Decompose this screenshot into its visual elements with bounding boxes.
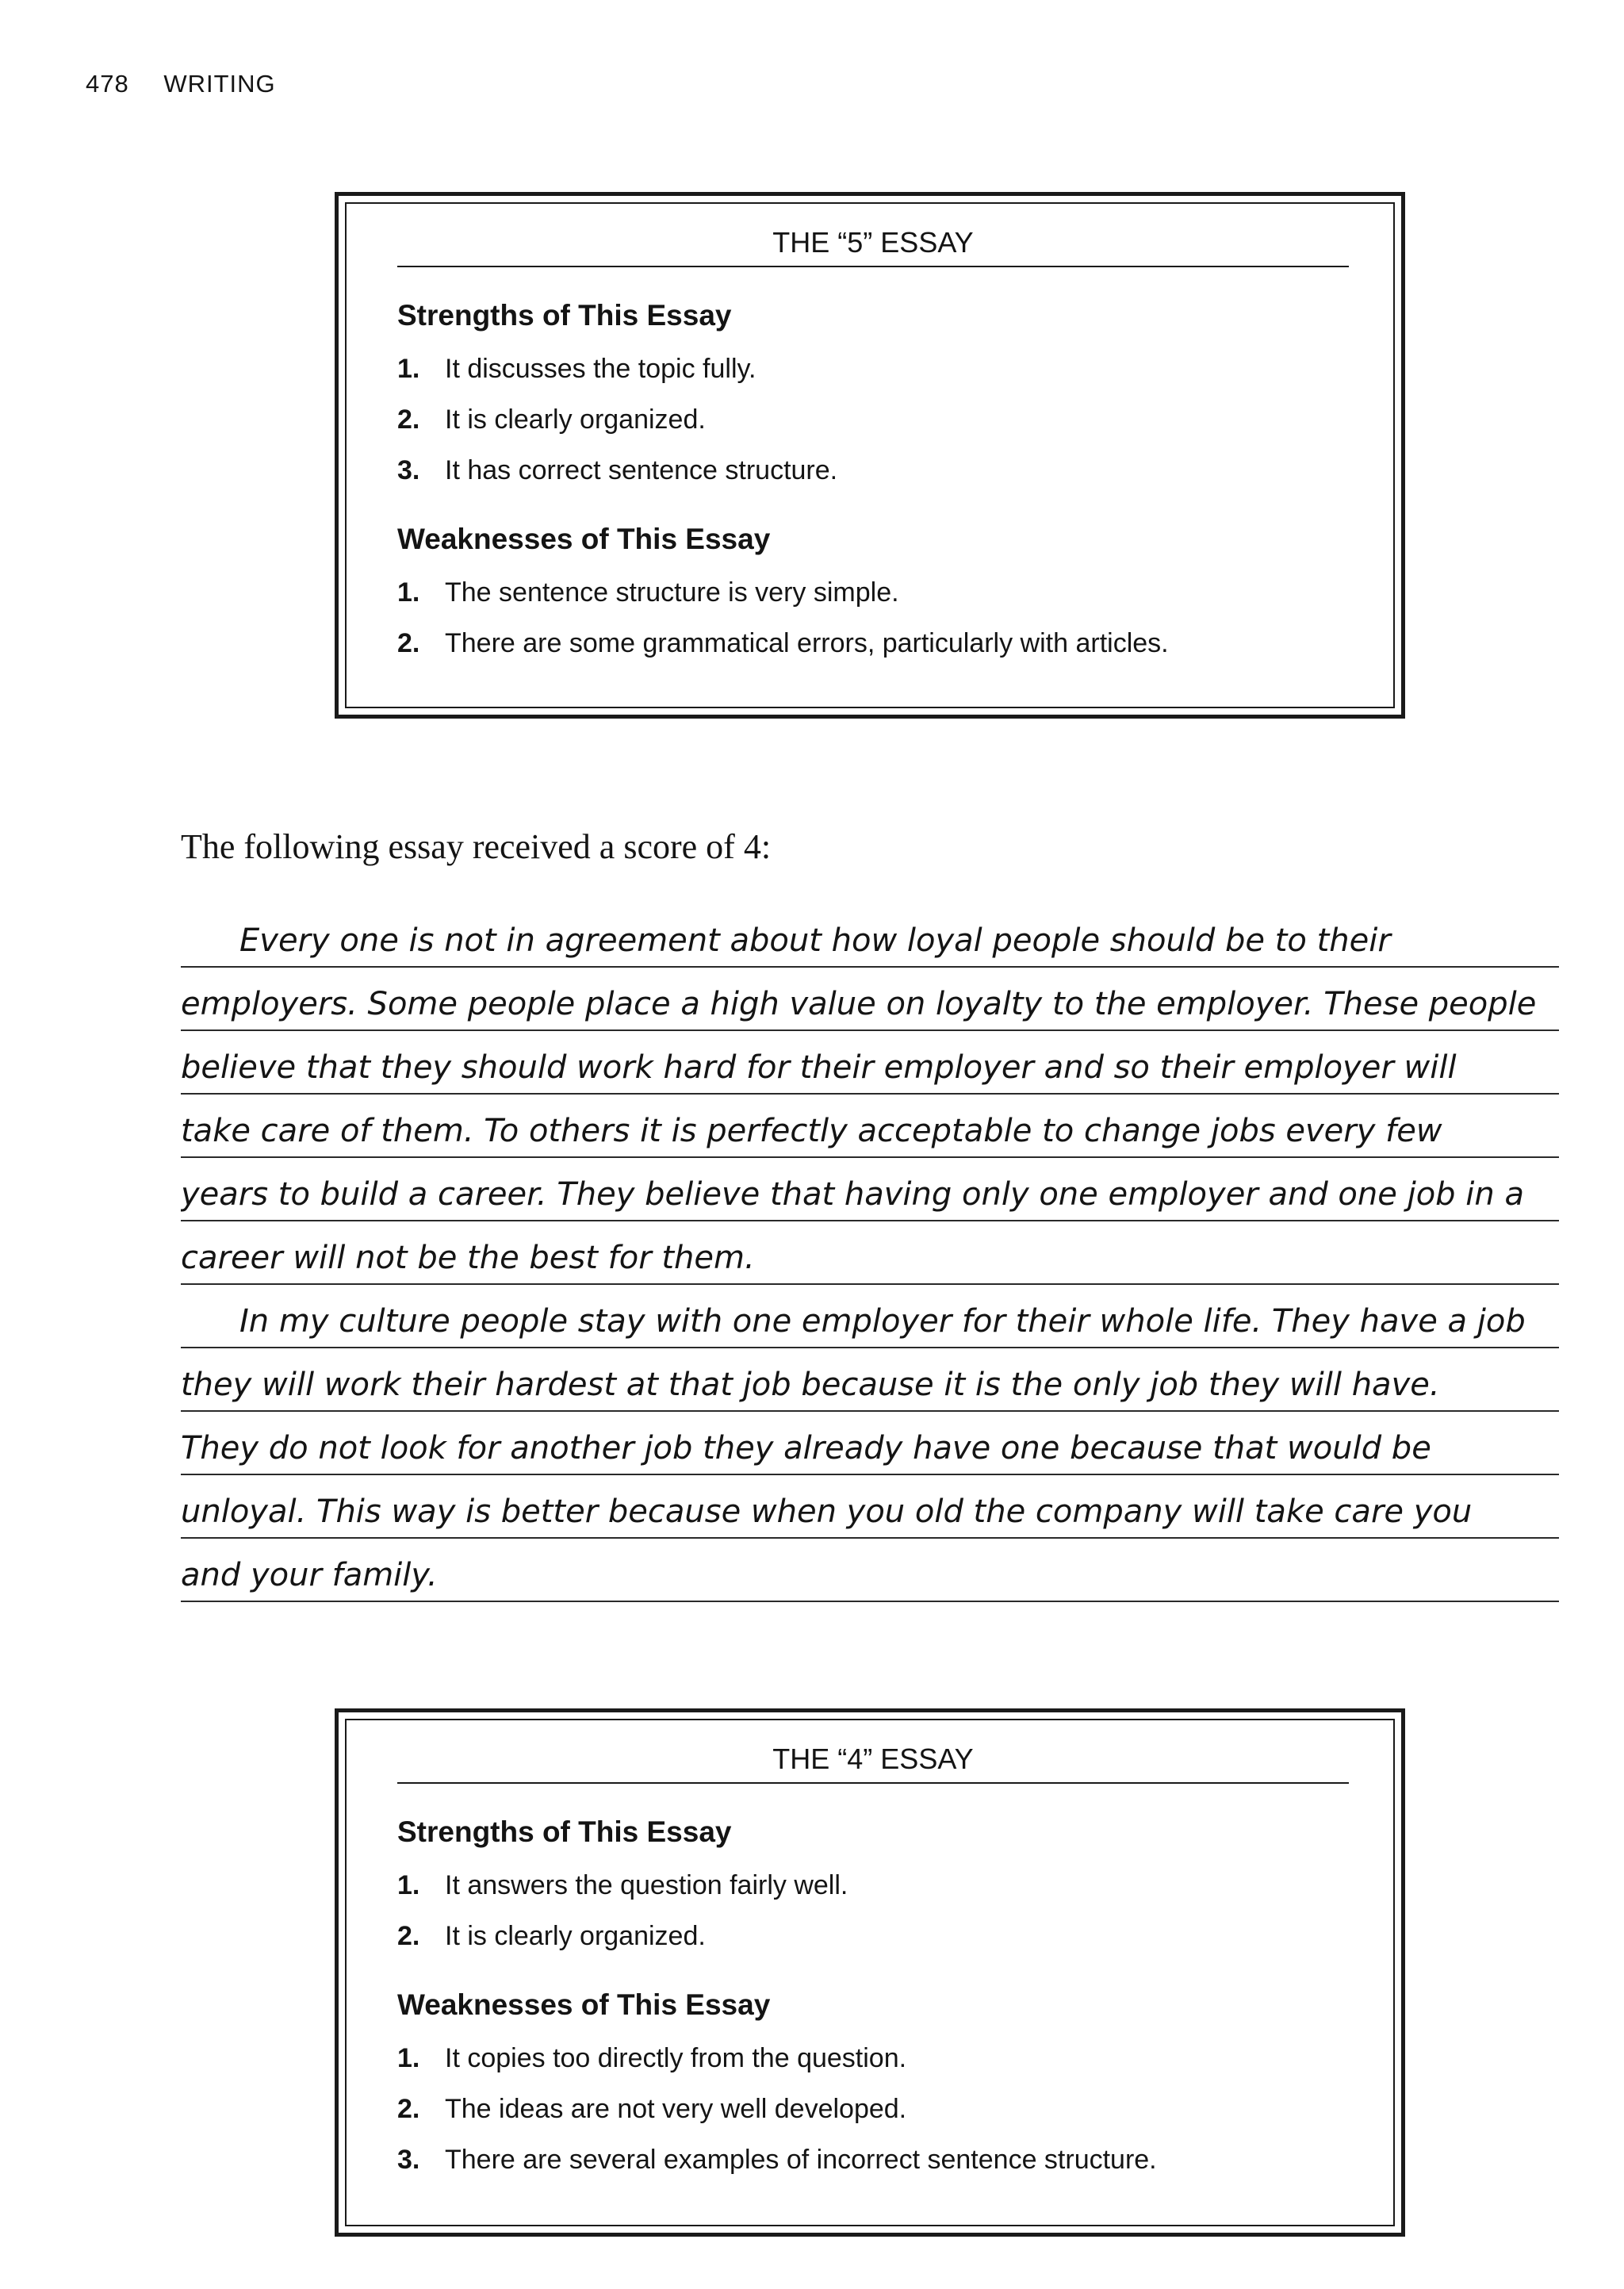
list-item: 1. It discusses the topic fully. [397, 354, 756, 384]
essay-line: career will not be the best for them. [181, 1221, 1559, 1285]
section-title: WRITING [163, 70, 276, 98]
essay-intro: The following essay received a score of 4: [181, 827, 772, 866]
essay-line: believe that they should work hard for their employer and so their employer will [181, 1031, 1559, 1095]
list-item: 2. It is clearly organized. [397, 405, 706, 435]
page-header [86, 70, 276, 98]
box-title: THE “5” ESSAY [397, 226, 1349, 267]
essay-line: they will work their hardest at that job because it is the only job they will have. [181, 1348, 1559, 1412]
essay-line: and your family. [181, 1539, 1559, 1602]
handwritten-essay [181, 904, 1559, 1602]
list-item: 3. It has correct sentence structure. [397, 455, 838, 485]
list-item: 2. It is clearly organized. [397, 1921, 706, 1951]
list-item: 3. There are several examples of incorrect sentence structure. [397, 2145, 1157, 2175]
essay-line: In my culture people stay with one employer for their whole life. They have a job [181, 1285, 1559, 1348]
weaknesses-heading: Weaknesses of This Essay [397, 523, 771, 555]
list-item: 2. The ideas are not very well developed. [397, 2094, 907, 2124]
essay-4-evaluation-box [335, 1708, 1405, 2237]
essay-5-evaluation-box [335, 192, 1405, 719]
page-number: 478 [86, 70, 129, 98]
essay-line: years to build a career. They believe that having only one employer and one job in a [181, 1158, 1559, 1221]
box-title: THE “4” ESSAY [397, 1743, 1349, 1784]
essay-line: employers. Some people place a high value on loyalty to the employer. These people [181, 968, 1559, 1031]
essay-line: unloyal. This way is better because when you old the company will take care you [181, 1475, 1559, 1539]
list-item: 1. It answers the question fairly well. [397, 1870, 848, 1900]
weaknesses-heading: Weaknesses of This Essay [397, 1988, 771, 2021]
essay-line: Every one is not in agreement about how loyal people should be to their [181, 904, 1559, 968]
essay-line: take care of them. To others it is perfectly acceptable to change jobs every few [181, 1095, 1559, 1158]
strengths-heading: Strengths of This Essay [397, 299, 732, 332]
list-item: 1. The sentence structure is very simple. [397, 577, 899, 608]
essay-line: They do not look for another job they already have one because that would be [181, 1412, 1559, 1475]
list-item: 1. It copies too directly from the question. [397, 2043, 907, 2073]
list-item: 2. There are some grammatical errors, particularly with articles. [397, 628, 1169, 658]
strengths-heading: Strengths of This Essay [397, 1815, 732, 1848]
